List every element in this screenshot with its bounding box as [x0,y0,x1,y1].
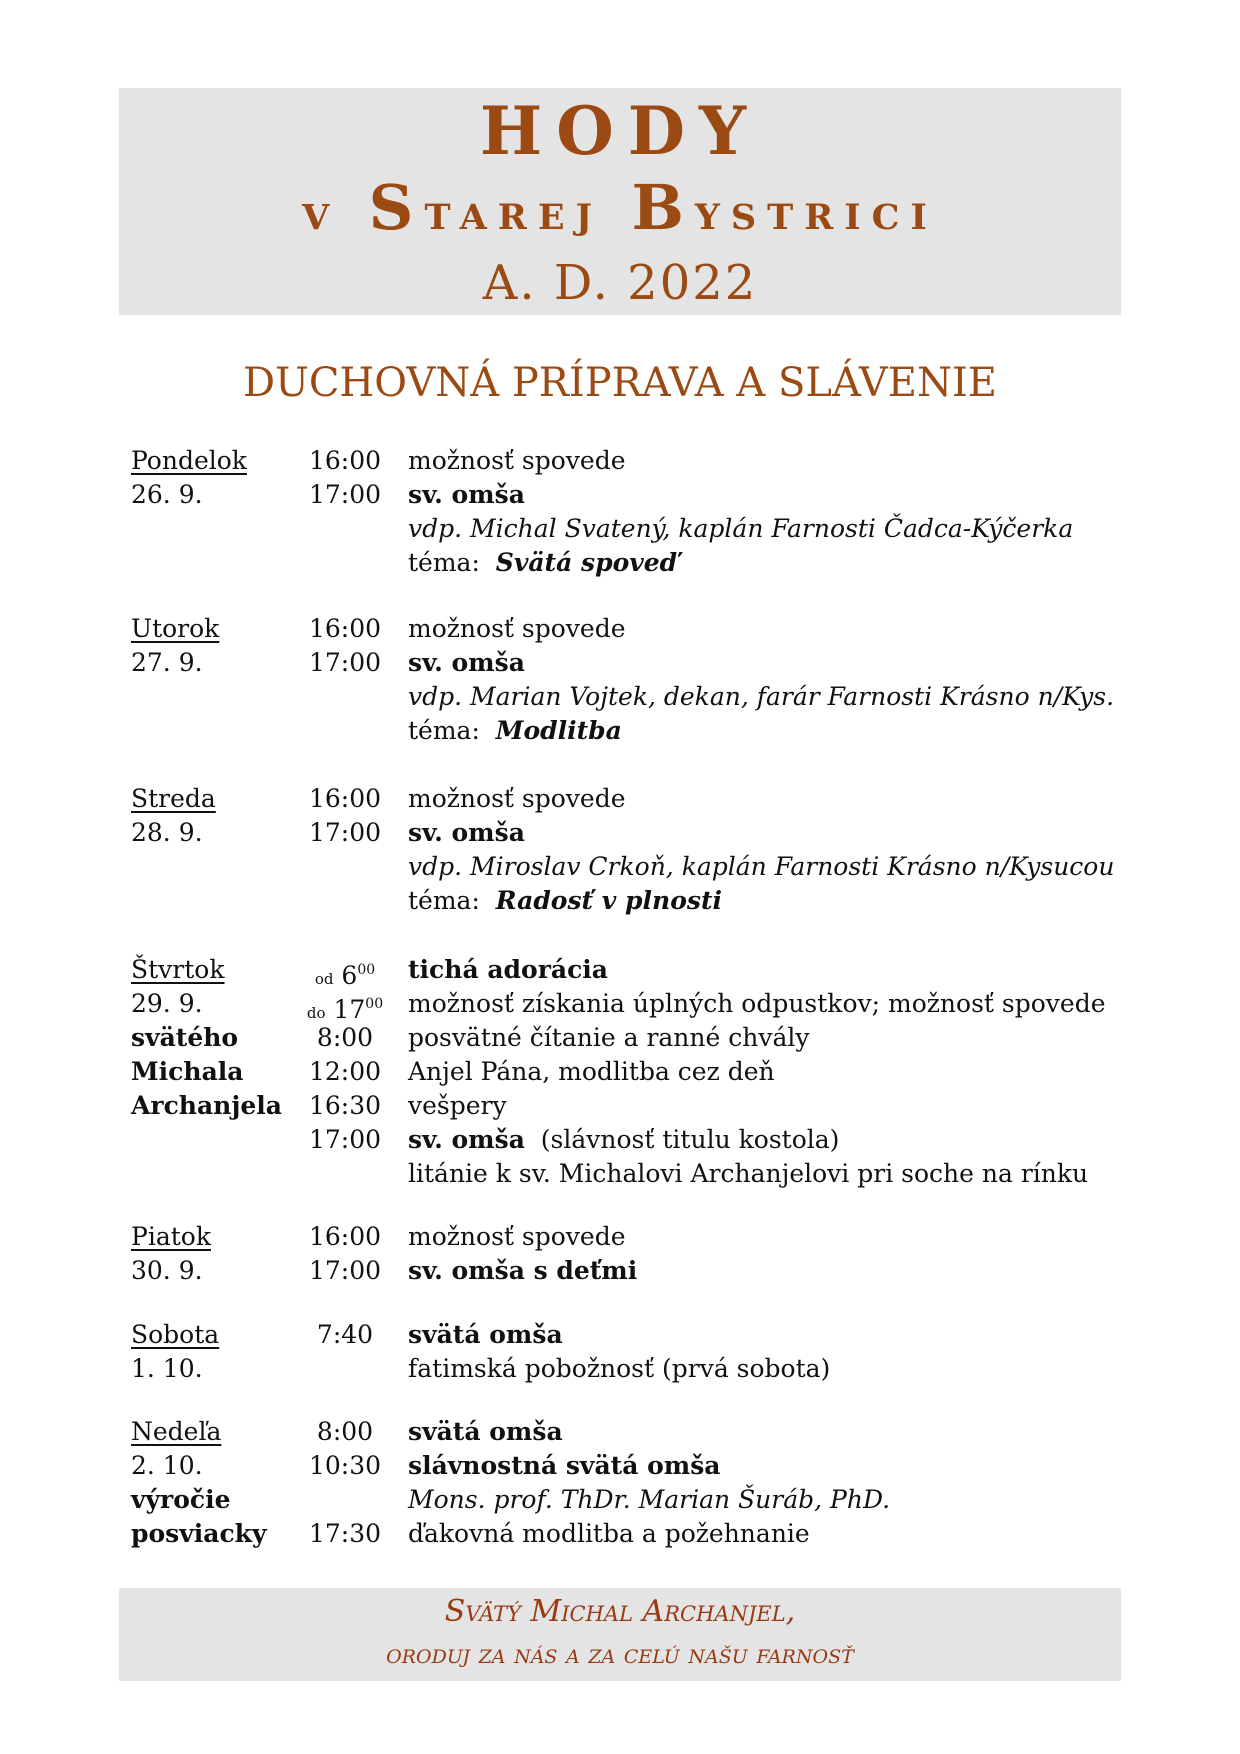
time: 7:40 [316,1320,374,1349]
day-label: Štvrtok [131,955,225,984]
time: 17:00 [308,648,382,677]
event: fatimská pobožnosť (prvá sobota) [408,1354,831,1383]
time: 8:00 [316,1023,374,1052]
time: 16:00 [308,784,382,813]
date: 29. 9. [131,989,203,1018]
event: možnosť spovede [408,614,626,643]
time: 16:00 [308,1222,382,1251]
time: 10:30 [308,1451,382,1480]
event: slávnostná svätá omša [408,1451,721,1480]
date: 1. 10. [131,1354,203,1383]
feast-label: svätého [131,1023,239,1052]
day-label: Nedeľa [131,1417,222,1446]
event: sv. omša (slávnosť titulu kostola) [408,1125,840,1154]
celebrant: vdp. Michal Svatený, kaplán Farnosti Čadca-Kýčerka [408,514,1074,543]
event: možnosť získania úplných odpustkov; možnosť spovede [408,989,1106,1018]
feast-label: posviacky [131,1519,267,1548]
event: svätá omša [408,1417,563,1446]
time: 17:00 [308,818,382,847]
event: ďakovná modlitba a požehnanie [408,1519,810,1548]
date: 27. 9. [131,648,203,677]
date: 28. 9. [131,818,203,847]
event: svätá omša [408,1320,563,1349]
day-label: Utorok [131,614,220,643]
theme: téma: Radosť v plnosti [408,886,722,915]
time: 16:30 [308,1091,382,1120]
time: 12:00 [308,1057,382,1086]
title-hody: HODY [479,92,761,170]
feast-label: výročie [131,1485,231,1514]
event: sv. omša [408,818,525,847]
footer-line-1: Svätý Michal Archanjel, [444,1594,796,1629]
theme: téma: Modlitba [408,716,622,745]
time: 16:00 [308,446,382,475]
time: 16:00 [308,614,382,643]
event: sv. omša s deťmi [408,1256,638,1285]
time: 17:00 [308,1125,382,1154]
day-label: Pondelok [131,446,247,475]
event: sv. omša [408,648,525,677]
day-label: Streda [131,784,216,813]
time: 17:00 [308,1256,382,1285]
date: 26. 9. [131,480,203,509]
event: Anjel Pána, modlitba cez deň [408,1057,775,1086]
time: 17:30 [308,1519,382,1548]
feast-label: Michala [131,1057,244,1086]
date: 30. 9. [131,1256,203,1285]
theme: téma: Svätá spoveď [408,548,678,577]
feast-label: Archanjela [131,1091,282,1120]
event: možnosť spovede [408,446,626,475]
time: 8:00 [316,1417,374,1446]
date: 2. 10. [131,1451,203,1480]
footer-line-2: oroduj za nás a za celú našu farnosť [386,1639,854,1670]
event: vešpery [408,1091,507,1120]
time: 17:00 [308,480,382,509]
event: litánie k sv. Michalovi Archanjelovi pri soche na rínku [408,1159,1089,1188]
time: do $17^{00}$ [306,995,384,1024]
event: tichá adorácia [408,955,608,984]
event: možnosť spovede [408,784,626,813]
event: posvätné čítanie a ranné chvály [408,1023,810,1052]
title-place: v Starej Bystrici [302,171,938,244]
title-year: A. D. 2022 [482,255,758,311]
event: sv. omša [408,480,525,509]
time: od $6^{00}$ [314,961,376,990]
celebrant: vdp. Miroslav Crkoň, kaplán Farnosti Krásno n/Kysucou [408,852,1115,881]
celebrant: vdp. Marian Vojtek, dekan, farár Farnosti Krásno n/Kys. [408,682,1115,711]
event: možnosť spovede [408,1222,626,1251]
day-label: Piatok [131,1222,211,1251]
celebrant: Mons. prof. ThDr. Marian Šuráb, PhD. [408,1485,891,1514]
page-subtitle: DUCHOVNÁ PRÍPRAVA A SLÁVENIE [243,360,997,406]
day-label: Sobota [131,1320,220,1349]
